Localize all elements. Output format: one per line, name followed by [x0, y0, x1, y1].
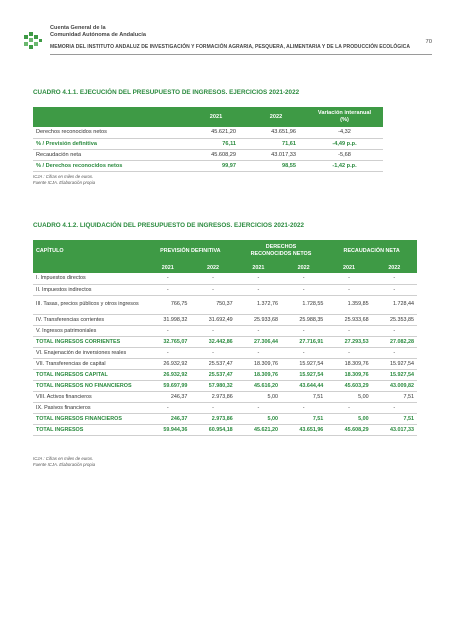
value-cell: 750,37 — [190, 295, 235, 314]
value-cell: - — [326, 347, 371, 358]
value-cell: 18.309,76 — [236, 358, 281, 369]
cuadro2-body — [33, 273, 417, 435]
cell-2022: 98,55 — [246, 160, 306, 171]
table-row — [33, 160, 383, 171]
value-cell: - — [145, 402, 190, 413]
total-row — [33, 336, 417, 347]
value-cell: - — [372, 325, 417, 336]
value-cell: 1.359,85 — [326, 295, 371, 314]
value-cell: - — [281, 325, 326, 336]
row-label: VIII. Activos financieros — [33, 391, 145, 402]
row-label: TOTAL INGRESOS CAPITAL — [33, 369, 145, 380]
value-cell: - — [326, 325, 371, 336]
value-cell: 246,37 — [145, 413, 190, 424]
value-cell: 246,37 — [145, 391, 190, 402]
value-cell: - — [372, 273, 417, 284]
value-cell: - — [281, 402, 326, 413]
header-divider — [50, 54, 432, 55]
value-cell: 766,75 — [145, 295, 190, 314]
cuadro2-table — [33, 240, 417, 436]
value-cell: - — [236, 325, 281, 336]
value-cell: - — [236, 284, 281, 295]
value-cell: 27.082,28 — [372, 336, 417, 347]
junta-andalucia-logo-icon — [22, 29, 46, 53]
value-cell: - — [372, 402, 417, 413]
cell-variation: -5,68 — [306, 149, 383, 160]
cuadro1-table — [33, 107, 383, 172]
row-label: % / Previsión definitiva — [33, 138, 186, 149]
cell-variation: -4,49 p.p. — [306, 138, 383, 149]
year-cell: 2021 — [326, 262, 371, 273]
value-cell: 1.728,44 — [372, 295, 417, 314]
header-cell: 2022 — [246, 107, 306, 127]
value-cell: 57.980,32 — [190, 380, 235, 391]
value-cell: 7,51 — [281, 413, 326, 424]
cuadro1-note — [33, 174, 95, 185]
year-cell: 2022 — [281, 262, 326, 273]
organization-name — [50, 25, 146, 39]
value-cell: 18.309,76 — [326, 369, 371, 380]
note-units: ICJA : Cifras en miles de euros. — [33, 456, 94, 461]
note-units: ICJA : Cifras en miles de euros. — [33, 174, 94, 179]
value-cell: 45.621,20 — [236, 424, 281, 435]
value-cell: 45.603,29 — [326, 380, 371, 391]
value-cell: 1.372,76 — [236, 295, 281, 314]
row-label: TOTAL INGRESOS — [33, 424, 145, 435]
table-row — [33, 402, 417, 413]
row-label: VII. Transferencias de capital — [33, 358, 145, 369]
value-cell: 43.009,82 — [372, 380, 417, 391]
header-recaudacion: RECAUDACIÓN NETA — [326, 240, 417, 262]
value-cell: 5,00 — [236, 391, 281, 402]
table-row — [33, 127, 383, 138]
value-cell: 25.933,68 — [236, 314, 281, 325]
value-cell: - — [190, 284, 235, 295]
value-cell: 31.692,49 — [190, 314, 235, 325]
value-cell: 26.932,92 — [145, 369, 190, 380]
total-row — [33, 369, 417, 380]
value-cell: 2.973,86 — [190, 391, 235, 402]
table-row — [33, 149, 383, 160]
row-label: TOTAL INGRESOS FINANCIEROS — [33, 413, 145, 424]
header-cell — [33, 262, 145, 273]
value-cell: - — [326, 273, 371, 284]
value-cell: 27.306,44 — [236, 336, 281, 347]
value-cell: - — [236, 347, 281, 358]
value-cell: 25.933,68 — [326, 314, 371, 325]
row-label: Recaudación neta — [33, 149, 186, 160]
value-cell: 2.973,86 — [190, 413, 235, 424]
cell-2021: 99,97 — [186, 160, 246, 171]
value-cell: 43.644,44 — [281, 380, 326, 391]
row-label: III. Tasas, precios públicos y otros ingresos — [33, 295, 145, 314]
value-cell: 45.616,20 — [236, 380, 281, 391]
value-cell: 25.537,47 — [190, 369, 235, 380]
cell-2022: 43.651,96 — [246, 127, 306, 138]
value-cell: - — [145, 284, 190, 295]
row-label: I. Impuestos directos — [33, 273, 145, 284]
header-cell: 2021 — [186, 107, 246, 127]
table-row — [33, 325, 417, 336]
header-derechos: DERECHOS RECONOCIDOS NETOS — [236, 240, 327, 262]
value-cell: 7,51 — [281, 391, 326, 402]
value-cell: - — [190, 273, 235, 284]
cell-2021: 45.621,20 — [186, 127, 246, 138]
value-cell: 5,00 — [326, 391, 371, 402]
value-cell: 15.927,54 — [372, 369, 417, 380]
value-cell: - — [372, 347, 417, 358]
value-cell: 43.651,96 — [281, 424, 326, 435]
cell-2021: 76,11 — [186, 138, 246, 149]
cuadro1-title: CUADRO 4.1.1. EJECUCIÓN DEL PRESUPUESTO DE INGRESOS. EJERCICIOS 2021-2022 — [33, 89, 300, 96]
row-label: % / Derechos reconocidos netos — [33, 160, 186, 171]
cell-2022: 71,61 — [246, 138, 306, 149]
value-cell: - — [326, 402, 371, 413]
table-row — [33, 314, 417, 325]
value-cell: 25.537,47 — [190, 358, 235, 369]
value-cell: 59.944,36 — [145, 424, 190, 435]
total-row — [33, 413, 417, 424]
year-cell: 2022 — [190, 262, 235, 273]
table-row — [33, 138, 383, 149]
value-cell: 25.988,35 — [281, 314, 326, 325]
value-cell: 7,51 — [372, 391, 417, 402]
row-label: TOTAL INGRESOS CORRIENTES — [33, 336, 145, 347]
header-capitulo: CAPÍTULO — [33, 240, 145, 262]
total-row — [33, 424, 417, 435]
value-cell: 59.697,99 — [145, 380, 190, 391]
table-header-row — [33, 240, 417, 262]
header-prevision: PREVISIÓN DEFINITIVA — [145, 240, 236, 262]
row-label: Derechos reconocidos netos — [33, 127, 186, 138]
value-cell: - — [190, 402, 235, 413]
value-cell: 1.728,55 — [281, 295, 326, 314]
value-cell: 27.716,91 — [281, 336, 326, 347]
document-subtitle: MEMORIA DEL INSTITUTO ANDALUZ DE INVESTIGACIÓN Y FORMACIÓN AGRARIA, PESQUERA, ALIMENTARIA Y DE LA PRODUCCIÓN ECOLÓGICA — [50, 44, 410, 50]
org-line-2: Comunidad Autónoma de Andalucía — [50, 32, 146, 38]
value-cell: 31.998,32 — [145, 314, 190, 325]
value-cell: 5,00 — [326, 413, 371, 424]
year-cell: 2021 — [145, 262, 190, 273]
table-row — [33, 295, 417, 314]
table-row — [33, 273, 417, 284]
cell-variation: -4,32 — [306, 127, 383, 138]
table-header-row — [33, 107, 383, 127]
row-label: IX. Pasivos financieros — [33, 402, 145, 413]
value-cell: - — [190, 325, 235, 336]
row-label: IV. Transferencias corrientes — [33, 314, 145, 325]
value-cell: 18.309,76 — [236, 369, 281, 380]
value-cell: 7,51 — [372, 413, 417, 424]
table-row — [33, 391, 417, 402]
value-cell: 32.765,07 — [145, 336, 190, 347]
header-cell: Variación interanual (%) — [306, 107, 383, 127]
value-cell: 18.309,76 — [326, 358, 371, 369]
value-cell: - — [372, 284, 417, 295]
cell-2022: 43.017,33 — [246, 149, 306, 160]
year-cell: 2021 — [236, 262, 281, 273]
value-cell: - — [326, 284, 371, 295]
row-label: VI. Enajenación de inversiones reales — [33, 347, 145, 358]
value-cell: 26.932,92 — [145, 358, 190, 369]
page-number: 70 — [425, 39, 432, 45]
value-cell: - — [281, 347, 326, 358]
value-cell: 15.927,54 — [281, 358, 326, 369]
value-cell: 45.608,29 — [326, 424, 371, 435]
note-source: Fuente ICJA. Elaboración propia — [33, 461, 96, 467]
table-year-row — [33, 262, 417, 273]
row-label: V. Ingresos patrimoniales — [33, 325, 145, 336]
year-cell: 2022 — [372, 262, 417, 273]
value-cell: - — [281, 284, 326, 295]
table-row — [33, 347, 417, 358]
value-cell: - — [145, 273, 190, 284]
value-cell: 43.017,33 — [372, 424, 417, 435]
value-cell: 32.442,86 — [190, 336, 235, 347]
org-line-1: Cuenta General de la — [50, 25, 106, 31]
value-cell: 60.954,18 — [190, 424, 235, 435]
value-cell: - — [236, 273, 281, 284]
value-cell: 27.293,53 — [326, 336, 371, 347]
value-cell: - — [145, 347, 190, 358]
value-cell: 25.353,85 — [372, 314, 417, 325]
row-label: II. Impuestos indirectos — [33, 284, 145, 295]
value-cell: - — [190, 347, 235, 358]
cuadro2-note — [33, 456, 95, 467]
table-row — [33, 284, 417, 295]
header-cell — [33, 107, 186, 127]
cell-variation: -1,42 p.p. — [306, 160, 383, 171]
note-source: Fuente ICJA. Elaboración propia — [33, 179, 96, 185]
row-label: TOTAL INGRESOS NO FINANCIEROS — [33, 380, 145, 391]
value-cell: 5,00 — [236, 413, 281, 424]
value-cell: 15.927,54 — [372, 358, 417, 369]
total-row — [33, 380, 417, 391]
cell-2021: 45.608,29 — [186, 149, 246, 160]
value-cell: - — [145, 325, 190, 336]
cuadro2-title: CUADRO 4.1.2. LIQUIDACIÓN DEL PRESUPUESTO DE INGRESOS. EJERCICIOS 2021-2022 — [33, 222, 304, 229]
value-cell: 15.927,54 — [281, 369, 326, 380]
table-row — [33, 358, 417, 369]
value-cell: - — [281, 273, 326, 284]
value-cell: - — [236, 402, 281, 413]
